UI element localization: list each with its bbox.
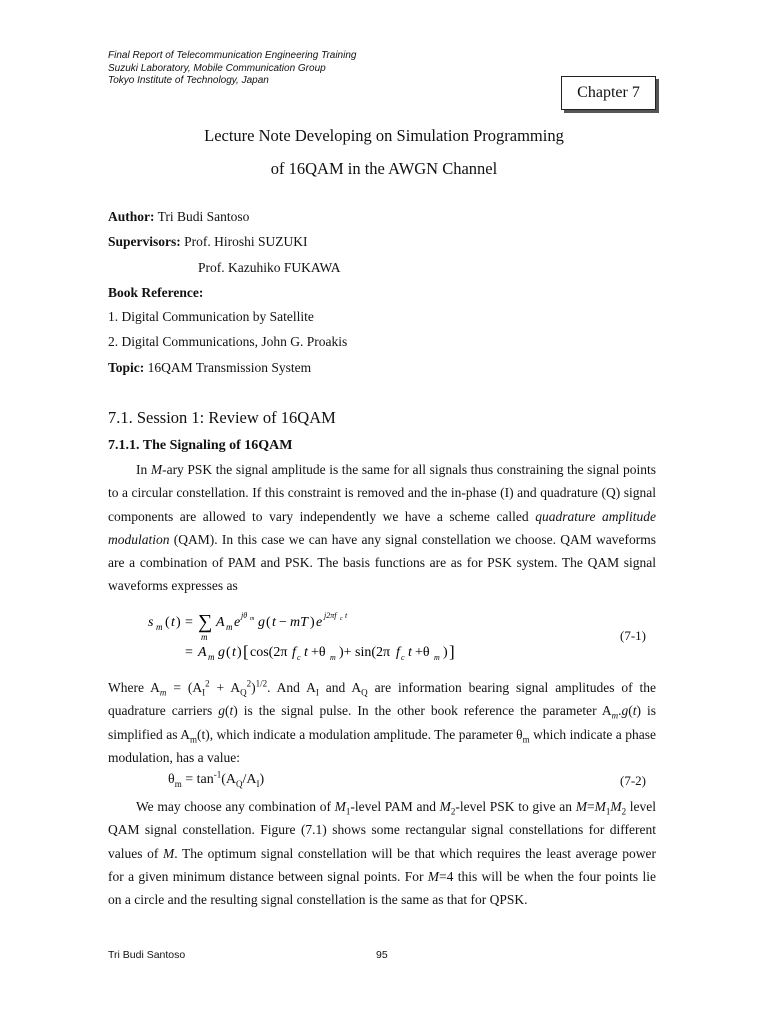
equation-7-2-number: (7-2) <box>620 773 646 788</box>
svg-text:m: m <box>434 653 440 662</box>
svg-text:c: c <box>297 653 301 662</box>
page-number: 95 <box>376 949 388 961</box>
svg-text:s: s <box>148 615 154 630</box>
topic-line <box>108 359 311 377</box>
svg-text:t: t <box>171 615 175 630</box>
para1-text-a: In <box>136 462 151 477</box>
report-header-line-1: Final Report of Telecommunication Engineering Training <box>108 50 357 61</box>
svg-text:g: g <box>258 615 265 630</box>
equation-7-1 <box>140 606 480 668</box>
svg-text:−: − <box>279 615 287 630</box>
svg-text:)+ sin(2π: )+ sin(2π <box>339 645 391 660</box>
svg-text:=: = <box>185 645 193 660</box>
section-heading: 7.1. Session 1: Review of 16QAM <box>108 408 336 427</box>
svg-text:+θ: +θ <box>415 645 430 660</box>
svg-text:∑: ∑ <box>198 611 213 633</box>
para1-math-m: M <box>150 462 163 477</box>
svg-text:): ) <box>310 615 315 630</box>
author-label: Author: <box>108 209 155 224</box>
title-line-1: Lecture Note Developing on Simulation Programming <box>204 126 564 145</box>
paragraph-2: Where $A_m = (A_I^2 + A_Q^2)^{1/2}$. And $A_I$ and $A_Q$ are information bearing signal amplitudes of the quadrature carriers g(t) is the signal pulse. In the other book reference the parameter $A_m.g(t)$ is simplified as $A_m(t)$, which indicate a modulation amplitude. The parameter $\theta_m$ which indicate a phase modulation, has a value: <box>108 678 657 765</box>
para1-term-qam: quadrature amplitude modulation <box>108 508 656 547</box>
svg-text:): ) <box>176 615 181 630</box>
svg-text:g: g <box>218 645 225 660</box>
svg-text:t: t <box>272 615 276 630</box>
svg-text:f: f <box>396 645 400 660</box>
svg-text:(: ( <box>165 615 170 630</box>
svg-text:m: m <box>208 652 215 662</box>
supervisor-2: Prof. Kazuhiko FUKAWA <box>198 260 341 275</box>
svg-text:]: ] <box>449 642 455 661</box>
chapter-label: Chapter 7 <box>561 76 656 110</box>
svg-text:): ) <box>443 645 448 660</box>
svg-text:m: m <box>156 622 163 632</box>
svg-text:mT: mT <box>290 615 308 630</box>
svg-text:t: t <box>408 645 412 660</box>
subsection-heading: 7.1.1. The Signaling of 16QAM <box>108 438 293 453</box>
book-reference-1: 1. Digital Communication by Satellite <box>108 309 314 324</box>
book-reference-2: 2. Digital Communications, John G. Proakis <box>108 334 348 349</box>
svg-text:(: ( <box>226 645 231 660</box>
svg-text:m: m <box>226 622 233 632</box>
svg-text:A: A <box>216 615 225 630</box>
svg-text:c: c <box>340 616 343 622</box>
svg-text:t: t <box>232 645 236 660</box>
svg-text:jθ: jθ <box>241 611 248 620</box>
paragraph-3: We may choose any combination of $M_1$-level PAM and $M_2$-level PSK to give an $M=M_1M_2$ level QAM signal constellation. Figure (7.1) shows some rectangular signal constellations for different values of M. The optimum signal constellation will be that which requires the least average power for a given minimum distance between signal points. For M=4 this will be when the four points lie on a circle and the resulting signal constellation is the same as that for QPSK. <box>108 799 657 908</box>
equation-7-1-number: (7-1) <box>620 628 646 643</box>
svg-text:e: e <box>234 615 241 630</box>
svg-text:f: f <box>292 645 296 660</box>
svg-text:e: e <box>316 615 323 630</box>
svg-text:t: t <box>304 645 308 660</box>
svg-text:cos(2π: cos(2π <box>250 645 288 660</box>
report-header-line-3: Tokyo Institute of Technology, Japan <box>108 75 269 86</box>
svg-text:=: = <box>185 615 193 630</box>
supervisors-line <box>108 233 308 251</box>
author-line <box>108 208 249 226</box>
equation-7-2: $\theta_m = \tan^{-1}(A_Q/A_I)$ <box>168 769 265 789</box>
topic-label: Topic: <box>108 360 145 375</box>
supervisors-label: Supervisors: <box>108 234 181 249</box>
svg-text:m: m <box>330 653 336 662</box>
svg-text:+θ: +θ <box>311 645 326 660</box>
topic-text: 16QAM Transmission System <box>147 360 312 375</box>
book-reference-label: Book Reference: <box>108 285 204 300</box>
svg-text:(: ( <box>266 615 271 630</box>
equation-7-1-graphic <box>140 606 480 668</box>
author-name: Tri Budi Santoso <box>157 209 250 224</box>
svg-text:): ) <box>237 645 242 660</box>
svg-text:m: m <box>201 632 208 642</box>
svg-text:m: m <box>250 616 255 622</box>
title-line-2: of 16QAM in the AWGN Channel <box>270 159 498 178</box>
svg-text:j2πf: j2πf <box>324 611 337 620</box>
svg-text:t: t <box>345 611 348 620</box>
footer-author: Tri Budi Santoso <box>108 949 186 961</box>
para1-text-c: (QAM). In this case we can have any signal constellation we choose. QAM waveforms are a combination of PAM and PSK. The basis functions are as for PSK system. The QAM signal waveforms expresses as <box>108 531 656 594</box>
svg-text:c: c <box>401 653 405 662</box>
supervisor-1: Prof. Hiroshi SUZUKI <box>184 234 308 249</box>
para1-text-b: -ary PSK the signal amplitude is the same for all signals thus constraining the signal points to a circular constellation. If this constraint is removed and the in-phase (I) and quadrature (Q) signal components are allowed to vary independently we have a scheme called <box>108 462 656 524</box>
paragraph-1 <box>108 458 656 598</box>
svg-text:[: [ <box>243 642 249 661</box>
report-header-line-2: Suzuki Laboratory, Mobile Communication Group <box>108 63 326 74</box>
svg-text:A: A <box>198 645 207 660</box>
